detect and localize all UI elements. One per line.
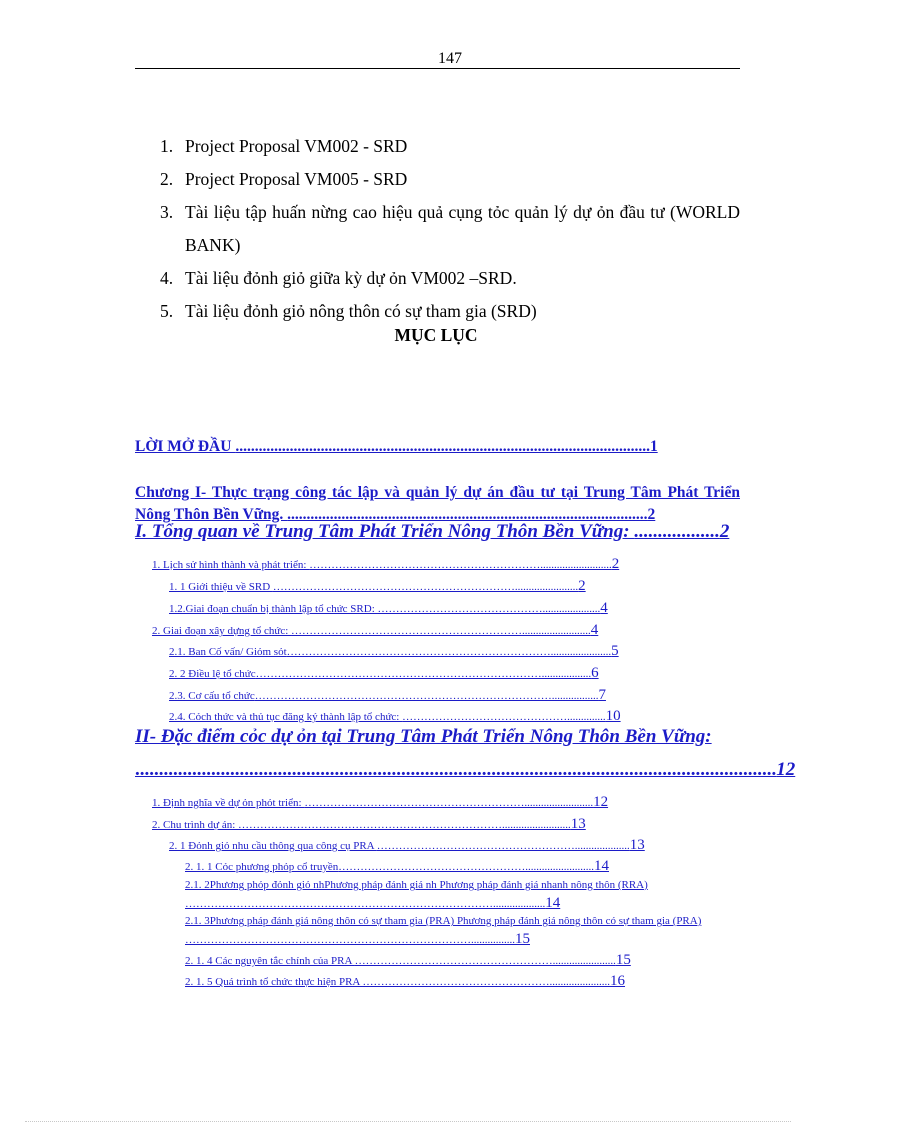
toc-entry-ii-2[interactable] bbox=[152, 816, 740, 833]
reference-number: 1. bbox=[160, 136, 174, 156]
toc-entry-text: 2.3. Cơ cấu tổ chức bbox=[169, 690, 255, 702]
toc-leader: ………………………………………………....................... bbox=[354, 955, 616, 967]
toc-entry-text: II- Đặc điểm cỏc dự ỏn tại Trung Tâm Phát Triển Nông Thôn Bền Vững: bbox=[135, 726, 712, 747]
toc-page-number: 16 bbox=[610, 973, 626, 989]
toc-entry-text: 2.1. 3Phương pháp đánh giá nông thôn có sự tham gia (PRA) Phương pháp đánh giá nông thôn có sự tham gia (PRA) bbox=[185, 915, 702, 927]
toc-entry-text: 2. 1 Đỏnh giỏ nhu cầu thông qua công cụ PRA bbox=[169, 840, 377, 852]
toc-page-number: 2 bbox=[719, 521, 730, 542]
toc-page-number: 5 bbox=[611, 643, 619, 659]
toc-entry-ii-2-1-5[interactable] bbox=[185, 973, 740, 990]
toc-entry-text: 2.1. Ban Cố vấn/ Giỏm sỏt bbox=[169, 646, 287, 658]
toc-entry-section-2[interactable] bbox=[135, 726, 740, 748]
toc-entry-text: 2. 2 Điều lệ tổ chức bbox=[169, 668, 256, 680]
reference-number: 3. bbox=[160, 202, 174, 222]
toc-entry-ii-2-1-1[interactable] bbox=[185, 858, 740, 875]
toc-page-number: 12 bbox=[593, 794, 609, 810]
toc-entry-text: Chương I- Thực trạng công tác lập và quản lý dự án đầu tư tại Trung Tâm Phát Triển Nông Thôn Bền Vững. bbox=[135, 484, 740, 523]
toc-entry-2-2[interactable] bbox=[169, 665, 740, 682]
toc-page-number: 4 bbox=[590, 622, 599, 638]
toc-leader: ....................................................................................................................................... bbox=[135, 759, 777, 780]
toc-page-number: 1 bbox=[649, 438, 658, 455]
toc-page-number: 15 bbox=[515, 931, 530, 947]
toc-title: MỤC LỤC bbox=[394, 325, 478, 345]
toc-page-number: 4 bbox=[600, 600, 608, 616]
toc-leader: ……………………………………………......................... bbox=[338, 861, 594, 873]
toc-page-number: 2 bbox=[647, 506, 656, 523]
reference-number: 4. bbox=[160, 268, 174, 288]
reference-number: 5. bbox=[160, 301, 174, 321]
toc-entry-ii-2-1-3[interactable] bbox=[185, 912, 740, 949]
toc-entry-text: 1. Lịch sử hình thành và phát triển: bbox=[152, 559, 310, 571]
toc-leader: …………………………………………………………………….................. bbox=[255, 668, 592, 680]
toc-page-number: 14 bbox=[545, 895, 561, 911]
toc-leader: …………………………………………………………....................... bbox=[272, 581, 579, 593]
reference-item bbox=[135, 196, 740, 262]
toc-entry-2[interactable] bbox=[152, 622, 740, 639]
reference-text: Tài liệu tập huấn nừng cao hiệu quả cụng tỏc quản lý dự ỏn đầu tư (WORLD BANK) bbox=[185, 202, 740, 255]
reference-text: Tài liệu đỏnh giỏ giữa kỳ dự ỏn VM002 –SRD. bbox=[185, 268, 517, 288]
toc-entry-1-2[interactable] bbox=[169, 600, 740, 617]
toc-entry-section-1[interactable] bbox=[135, 521, 740, 543]
toc-page-number: 15 bbox=[615, 952, 631, 968]
toc-entry-1[interactable] bbox=[152, 556, 740, 573]
toc-leader: …………………………………………………………………………................... bbox=[185, 898, 546, 910]
toc-entry-ii-2-1-4[interactable] bbox=[185, 952, 740, 969]
toc-leader: ………………………………………………………......................... bbox=[291, 625, 591, 637]
reference-text: Project Proposal VM002 - SRD bbox=[185, 136, 408, 156]
reference-text: Project Proposal VM005 - SRD bbox=[185, 169, 408, 189]
toc-leader: ……………………………………….............. bbox=[402, 711, 606, 723]
toc-entry-text: 1. Định nghĩa về dự ỏn phỏt triển: bbox=[152, 797, 305, 809]
toc-entry-1-1[interactable] bbox=[169, 578, 740, 595]
toc-entry-text: 2. 1. 5 Quá trình tổ chức thực hiện PRA bbox=[185, 976, 363, 988]
footer-rule bbox=[25, 1121, 791, 1122]
header-rule bbox=[135, 68, 740, 69]
toc-leader: .................. bbox=[634, 521, 720, 542]
toc-page-number: 13 bbox=[629, 837, 645, 853]
toc-leader: ………………………………………………………………………................. bbox=[254, 690, 599, 702]
toc-leader: ………………………………………………………………...................... bbox=[286, 646, 612, 658]
reference-text: Tài liệu đỏnh giỏ nông thôn có sự tham gia (SRD) bbox=[185, 301, 537, 321]
toc-leader: ……………………………………………………......................... bbox=[304, 797, 594, 809]
toc-entry-text: 2. 1. 4 Các nguyên tắc chính của PRA bbox=[185, 955, 355, 967]
toc-leader: ………………………………………..................... bbox=[377, 603, 601, 615]
toc-entry-text: 2.1. 2Phương phỏp đỏnh giỏ nhPhương pháp đánh giá nh Phương pháp đánh giá nhanh nông thôn (RRA) bbox=[185, 879, 648, 891]
toc-entry-text: 2. Giai đoạn xây dựng tổ chức: bbox=[152, 625, 292, 637]
toc-leader: ............................................................................................. bbox=[287, 506, 648, 523]
toc-entry-text: 2. 1. 1 Cỏc phương phỏp cổ truyền bbox=[185, 861, 339, 873]
toc-page-number: 13 bbox=[570, 816, 586, 832]
toc-leader: ………………………………………………………………......................... bbox=[238, 819, 571, 831]
toc-entry-text: 2. Chu trình dự án: bbox=[152, 819, 239, 831]
toc-page-number: 6 bbox=[591, 665, 599, 681]
toc-page-number: 10 bbox=[605, 708, 621, 724]
toc-entry-text: 1. 1 Giới thiệu về SRD bbox=[169, 581, 273, 593]
reference-item bbox=[135, 130, 740, 163]
toc-leader: ……………………………………………...................... bbox=[362, 976, 611, 988]
toc-leader: ........................................................................................................... bbox=[235, 438, 650, 455]
toc-page-number: 14 bbox=[593, 858, 609, 874]
toc-leader: ……………………………………………………………………................ bbox=[185, 934, 515, 946]
toc-leader: ……………………………………………………….......................... bbox=[309, 559, 612, 571]
toc-entry-section-2-leader[interactable] bbox=[135, 759, 796, 781]
toc-leader: ……………………………………………….................... bbox=[376, 840, 630, 852]
toc-entry-ii-2-1[interactable] bbox=[169, 837, 740, 854]
toc-entry-2-4[interactable] bbox=[169, 708, 740, 725]
toc-entry-loi-mo-dau[interactable] bbox=[135, 438, 735, 456]
reference-number: 2. bbox=[160, 169, 174, 189]
toc-entry-text: 1.2.Giai đoạn chuẩn bị thành lập tổ chức SRD: bbox=[169, 603, 378, 615]
reference-item bbox=[135, 163, 740, 196]
reference-item bbox=[135, 295, 740, 328]
toc-page-number: 2 bbox=[578, 578, 586, 594]
toc-entry-2-3[interactable] bbox=[169, 687, 740, 704]
reference-list bbox=[135, 130, 740, 328]
toc-entry-text: LỜI MỞ ĐẦU bbox=[135, 438, 236, 455]
toc-entry-chuong-1[interactable] bbox=[135, 482, 740, 526]
toc-entry-2-1[interactable] bbox=[169, 643, 740, 660]
toc-page-number: 12 bbox=[776, 759, 796, 780]
reference-item bbox=[135, 262, 740, 295]
toc-page-number: 7 bbox=[598, 687, 606, 703]
toc-entry-text: I. Tổng quan về Trung Tâm Phát Triển Nông Thôn Bền Vững: bbox=[135, 521, 635, 542]
toc-page-number: 2 bbox=[611, 556, 620, 572]
toc-entry-ii-1[interactable] bbox=[152, 794, 740, 811]
toc-entry-text: 2.4. Cỏch thức và thủ tục đăng ký thành lập tổ chức: bbox=[169, 711, 403, 723]
toc-entry-ii-2-1-2[interactable] bbox=[185, 876, 740, 913]
page-number: 147 bbox=[438, 50, 462, 67]
